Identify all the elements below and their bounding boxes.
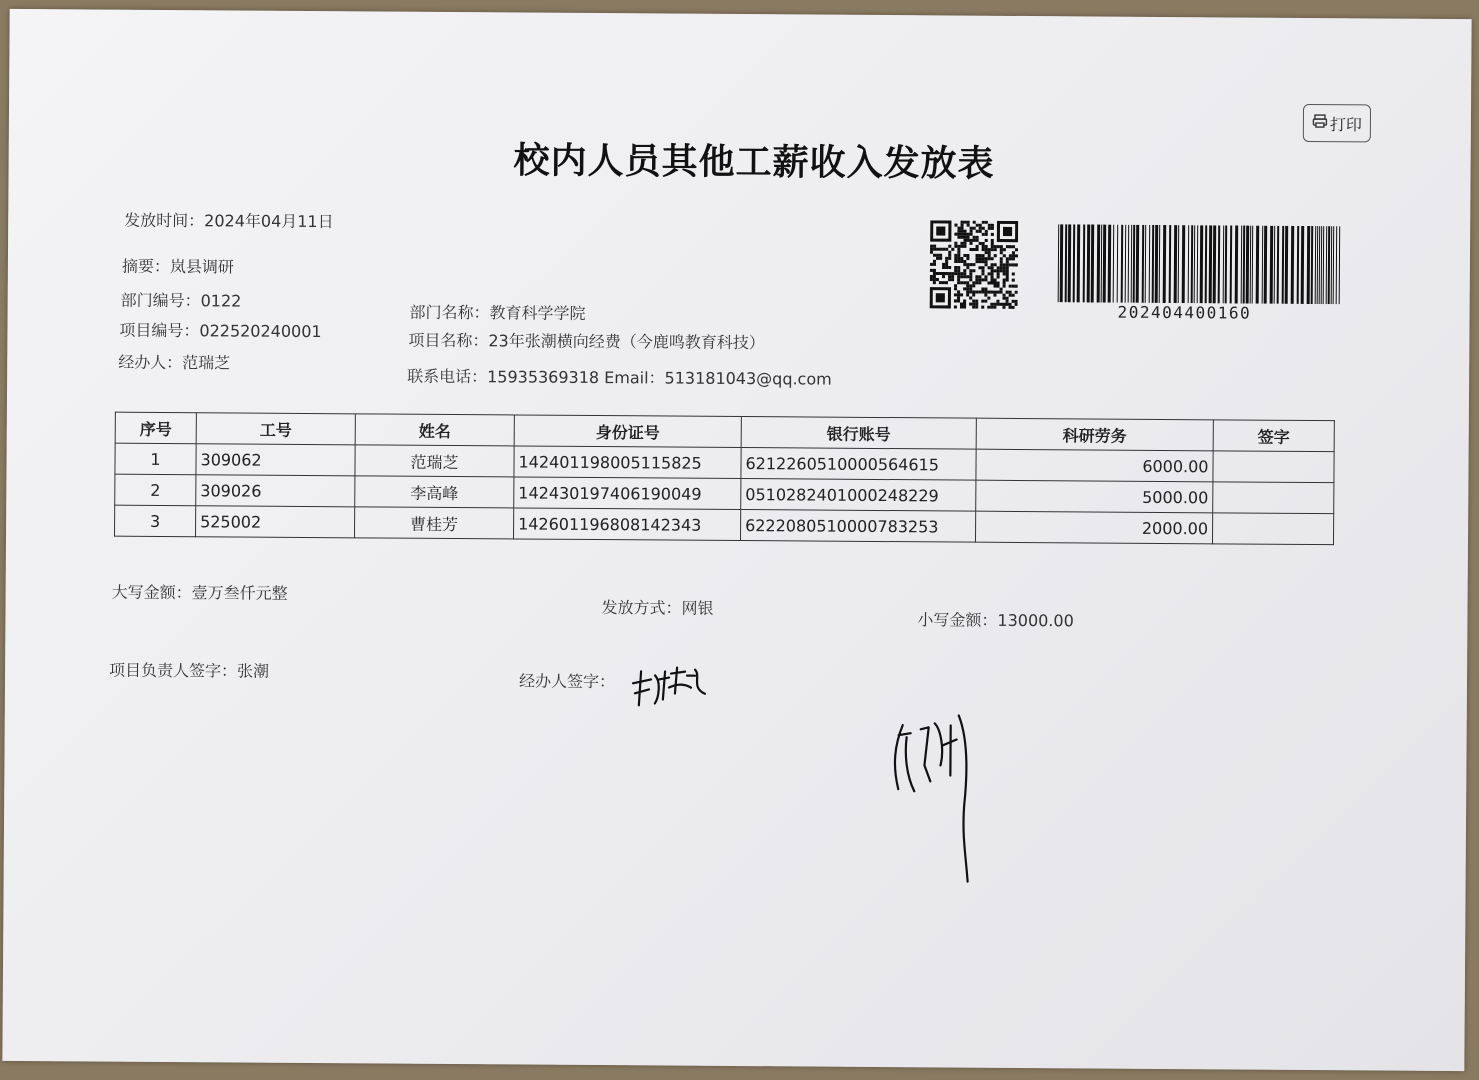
project-code: 项目编号：022520240001: [119, 320, 322, 342]
cell-amount: 2000.00: [975, 511, 1212, 544]
col-header-staff-id: 工号: [196, 413, 355, 445]
cell-amount: 6000.00: [976, 449, 1213, 482]
cell-staff-id: 309062: [196, 444, 355, 476]
cell-id-card: 142430197406190049: [514, 477, 741, 510]
cell-no: 2: [115, 474, 196, 506]
amount-in-figures: 小写金额：13000.00: [917, 610, 1074, 631]
cell-amount: 5000.00: [976, 480, 1213, 513]
leader-handwritten-signature: [884, 705, 985, 886]
project-name: 项目名称：23年张潮横向经费（今鹿鸣教育科技）: [408, 330, 765, 353]
cell-name: 李高峰: [355, 476, 514, 508]
cell-staff-id: 525002: [196, 506, 355, 538]
cell-id-card: 142601196808142343: [514, 508, 741, 541]
col-header-no: 序号: [115, 412, 196, 444]
qr-code: [930, 220, 1019, 309]
dept-code: 部门编号：0122: [120, 290, 242, 311]
barcode: [1056, 224, 1345, 304]
contact-info: 联系电话：15935369318 Email：513181043@qq.com: [407, 366, 832, 389]
dept-name: 部门名称：教育科学学院: [409, 302, 586, 323]
payroll-table: [114, 412, 1335, 546]
printer-icon: [1312, 113, 1328, 133]
cell-bank-account: 0510282401000248229: [741, 479, 976, 512]
page-title: 校内人员其他工薪收入发放表: [513, 140, 995, 185]
col-header-bank-account: 银行账号: [741, 417, 976, 450]
handler: 经办人：范瑞芝: [118, 352, 231, 373]
print-button[interactable]: [1303, 104, 1371, 142]
handler-sign-label: 经办人签字：: [518, 671, 616, 692]
cell-id-card: 142401198005115825: [514, 446, 741, 479]
cell-sign: [1213, 451, 1334, 483]
cell-no: 3: [115, 505, 196, 537]
payroll-form-paper: [2, 9, 1471, 1071]
col-header-sign: 签字: [1213, 420, 1334, 452]
issue-time: 发放时间：2024年04月11日: [124, 210, 334, 232]
col-header-name: 姓名: [355, 414, 514, 446]
amount-in-words: 大写金额：壹万叁仟元整: [111, 582, 288, 603]
cell-bank-account: 6212260510000564615: [741, 448, 976, 481]
col-header-id-card: 身份证号: [514, 415, 741, 448]
cell-sign: [1212, 513, 1333, 545]
summary: 摘要：岚县调研: [121, 256, 234, 277]
handler-handwritten-signature: [625, 653, 715, 716]
cell-no: 1: [115, 443, 196, 475]
project-leader-sign: 项目负责人签字：张潮: [109, 660, 270, 681]
print-button-label: 打印: [1329, 114, 1362, 134]
barcode-number: 202404400160: [1117, 302, 1252, 323]
col-header-amount: 科研劳务: [976, 418, 1213, 451]
cell-name: 范瑞芝: [355, 445, 514, 477]
cell-name: 曹桂芳: [355, 507, 514, 539]
cell-staff-id: 309026: [196, 475, 355, 507]
cell-bank-account: 6222080510000783253: [740, 510, 975, 543]
cell-sign: [1213, 482, 1334, 514]
payment-method: 发放方式：网银: [601, 598, 714, 618]
